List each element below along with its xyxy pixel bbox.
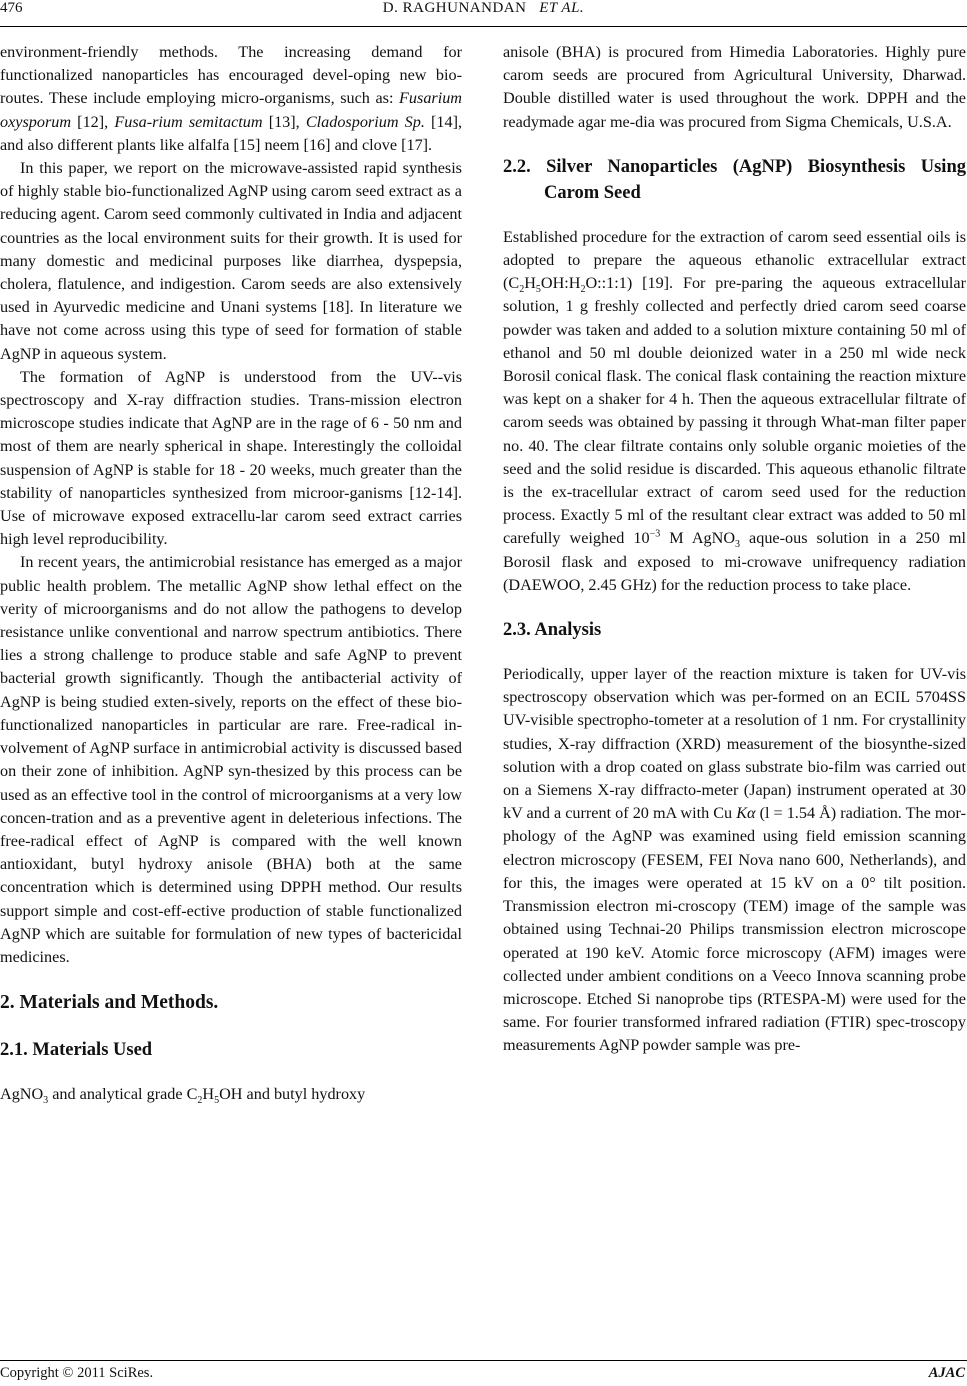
footer-copyright: Copyright © 2011 SciRes. [0, 1365, 154, 1381]
right-column [503, 41, 966, 1058]
running-head-etal: ET AL. [539, 0, 585, 16]
running-head [0, 0, 967, 17]
paragraph: Established procedure for the extraction of carom seed essential oils is adopted to prepare the aqueous ethanolic extracellular extract $(C_2H_5OH:H_2O::1:1)$ [19]. For pre-paring the aqueous extracellular solution, 1 g freshly collected and perfectly dried carom seed coarse powder was taken and added to a solution mixture containing 50 ml of ethanol and 50 ml double deionized water in a 250 ml wide neck Borosil conical flask. The conical flask containing the reaction mixture was kept on a shaker for 4 h. Then the aqueous extracellular filtrate of carom seeds was obtained by passing it through What-man filter paper no. 40. The clear filtrate contains only soluble organic moieties of the seed and the solid residue is discarded. This aqueous ethanolic filtrate is the ex-tracellular extract of carom seed used for the reduction process. Exactly 5 ml of the resultant clear extract was added to 50 ml carefully weighed $10^{-3}$ M AgNO$_3$ aque-ous solution in a 250 ml Borosil flask and exposed to mi-crowave unifrequency radiation (DAEWOO, 2.45 GHz) for the reduction process to take place. [503, 227, 966, 594]
paragraph: anisole (BHA) is procured from Himedia Laboratories. Highly pure carom seeds are procured from Agricultural University, Dharwad. Double distilled water is used throughout the work. DPPH and the readymade agar me-dia was procured from Sigma Chemicals, U.S.A. [503, 43, 966, 131]
page-number: 476 [0, 0, 23, 16]
subsection-heading: 2.3. Analysis [503, 620, 602, 641]
subsection-heading: 2.1. Materials Used [0, 1040, 153, 1061]
header-rule [0, 26, 967, 27]
subsection-heading: 2.2. Silver Nanoparticles (AgNP) Biosynthesis Using Carom Seed [503, 156, 966, 203]
footer-journal: AJAC [928, 1365, 965, 1381]
paragraph: In this paper, we report on the microwave-assisted rapid synthesis of highly stable bio-functionalized AgNP using carom seed extract as a reducing agent. Carom seed commonly cultivated in India and adjacent countries as the local environment suits for their growth. It is used for many domestic and medicinal purposes like diarrhea, dyspepsia, cholera, flatulence, and indigestion. Carom seeds are also extensively used in Ayurvedic medicine and Unani systems [18]. In literature we have not come across using this type of seed for formation of stable AgNP in aqueous system. [0, 159, 462, 363]
running-head-authors: D. RAGHUNANDAN [382, 0, 527, 16]
paragraph: In recent years, the antimicrobial resistance has emerged as a major public health problem. The metallic AgNP show lethal effect on the verity of microorganisms and do not allow the pathogens to develop resistance unlike conventional and narrow spectrum antibiotics. There lies a strong challenge to produce stable and safe AgNP to prevent bacterial growth significantly. Though the antibacterial activity of AgNP is being studied exten-sively, reports on the effect of these bio-functionalized nanoparticles in particular are rare. Free-radical in-volvement of AgNP surface in antimicrobial activity is discussed based on their zone of inhibition. AgNP syn-thesized by this process can be used as an effective tool in the control of microorganisms at a very low concen-tration and as a preventive agent in deleterious infections. The free-radical effect of AgNP is compared with the well known antioxidant, butyl hydroxy anisole (BHA) both at the same concentration which is determined using DPPH method. Our results support simple and cost-eff-ective production of stable functionalized AgNP which are suitable for formulation of new types of bactericidal medicines. [0, 553, 462, 966]
paragraph: environment-friendly methods. The increasing demand for functionalized nanoparticles has encouraged devel-oping new bio-routes. These include employing micro-organisms, such as: Fusarium oxysporum [12], Fusa-rium semitactum [13], Cladosporium Sp. [14], and also different plants like alfalfa [15] neem [16] and clove [17]. [0, 43, 463, 154]
section-heading: 2. Materials and Methods. [0, 992, 219, 1014]
paragraph: AgNO$_3$ and analytical grade $C_2H_5OH$ and butyl hydroxy [0, 1085, 366, 1107]
paragraph: Periodically, upper layer of the reaction mixture is taken for UV-vis spectroscopy observation which was per-formed on an ECIL 5704SS UV-visible spectropho-tometer at a resolution of 1 nm. For crystallinity studies, X-ray diffraction (XRD) measurement of the biosynthe-sized solution with a drop coated on glass substrate bio-film was carried out on a Siemens X-ray diffracto-meter (Japan) instrument operated at 30 kV and a current of 20 mA with Cu Kα (l = 1.54 Å) radiation. The mor-phology of the AgNP was examined using field emission scanning electron microscopy (FESEM, FEI Nova nano 600, Netherlands), and for this, the images were operated at 15 kV on a 0° tilt position. Transmission electron mi-croscopy (TEM) image of the sample was obtained using Technai-20 Philips transmission electron microscope operated at 190 keV. Atomic force microscopy (AFM) images were collected under ambient conditions on a Veeco Innova scanning probe microscope. Etched Si nanoprobe tips (RTESPA-M) were used for the same. For fourier transformed infrared radiation (FTIR) spec-troscopy measurements AgNP powder sample was pre- [503, 665, 966, 1055]
page-header [0, 0, 967, 30]
paragraph: The formation of AgNP is understood from the UV--vis spectroscopy and X-ray diffraction studies. Trans-mission electron microscope studies indicate that AgNP are in the rage of 6 - 50 nm and most of them are nearly spherical in shape. Interestingly the colloidal suspension of AgNP is stable for 18 - 20 weeks, much greater than the stability of nanoparticles synthesized from microor-ganisms [12-14]. Use of microwave exposed extracellu-lar carom seed extract carries high level reproducibility. [0, 367, 462, 549]
footer-rule [0, 1360, 967, 1361]
left-column [0, 41, 462, 1106]
